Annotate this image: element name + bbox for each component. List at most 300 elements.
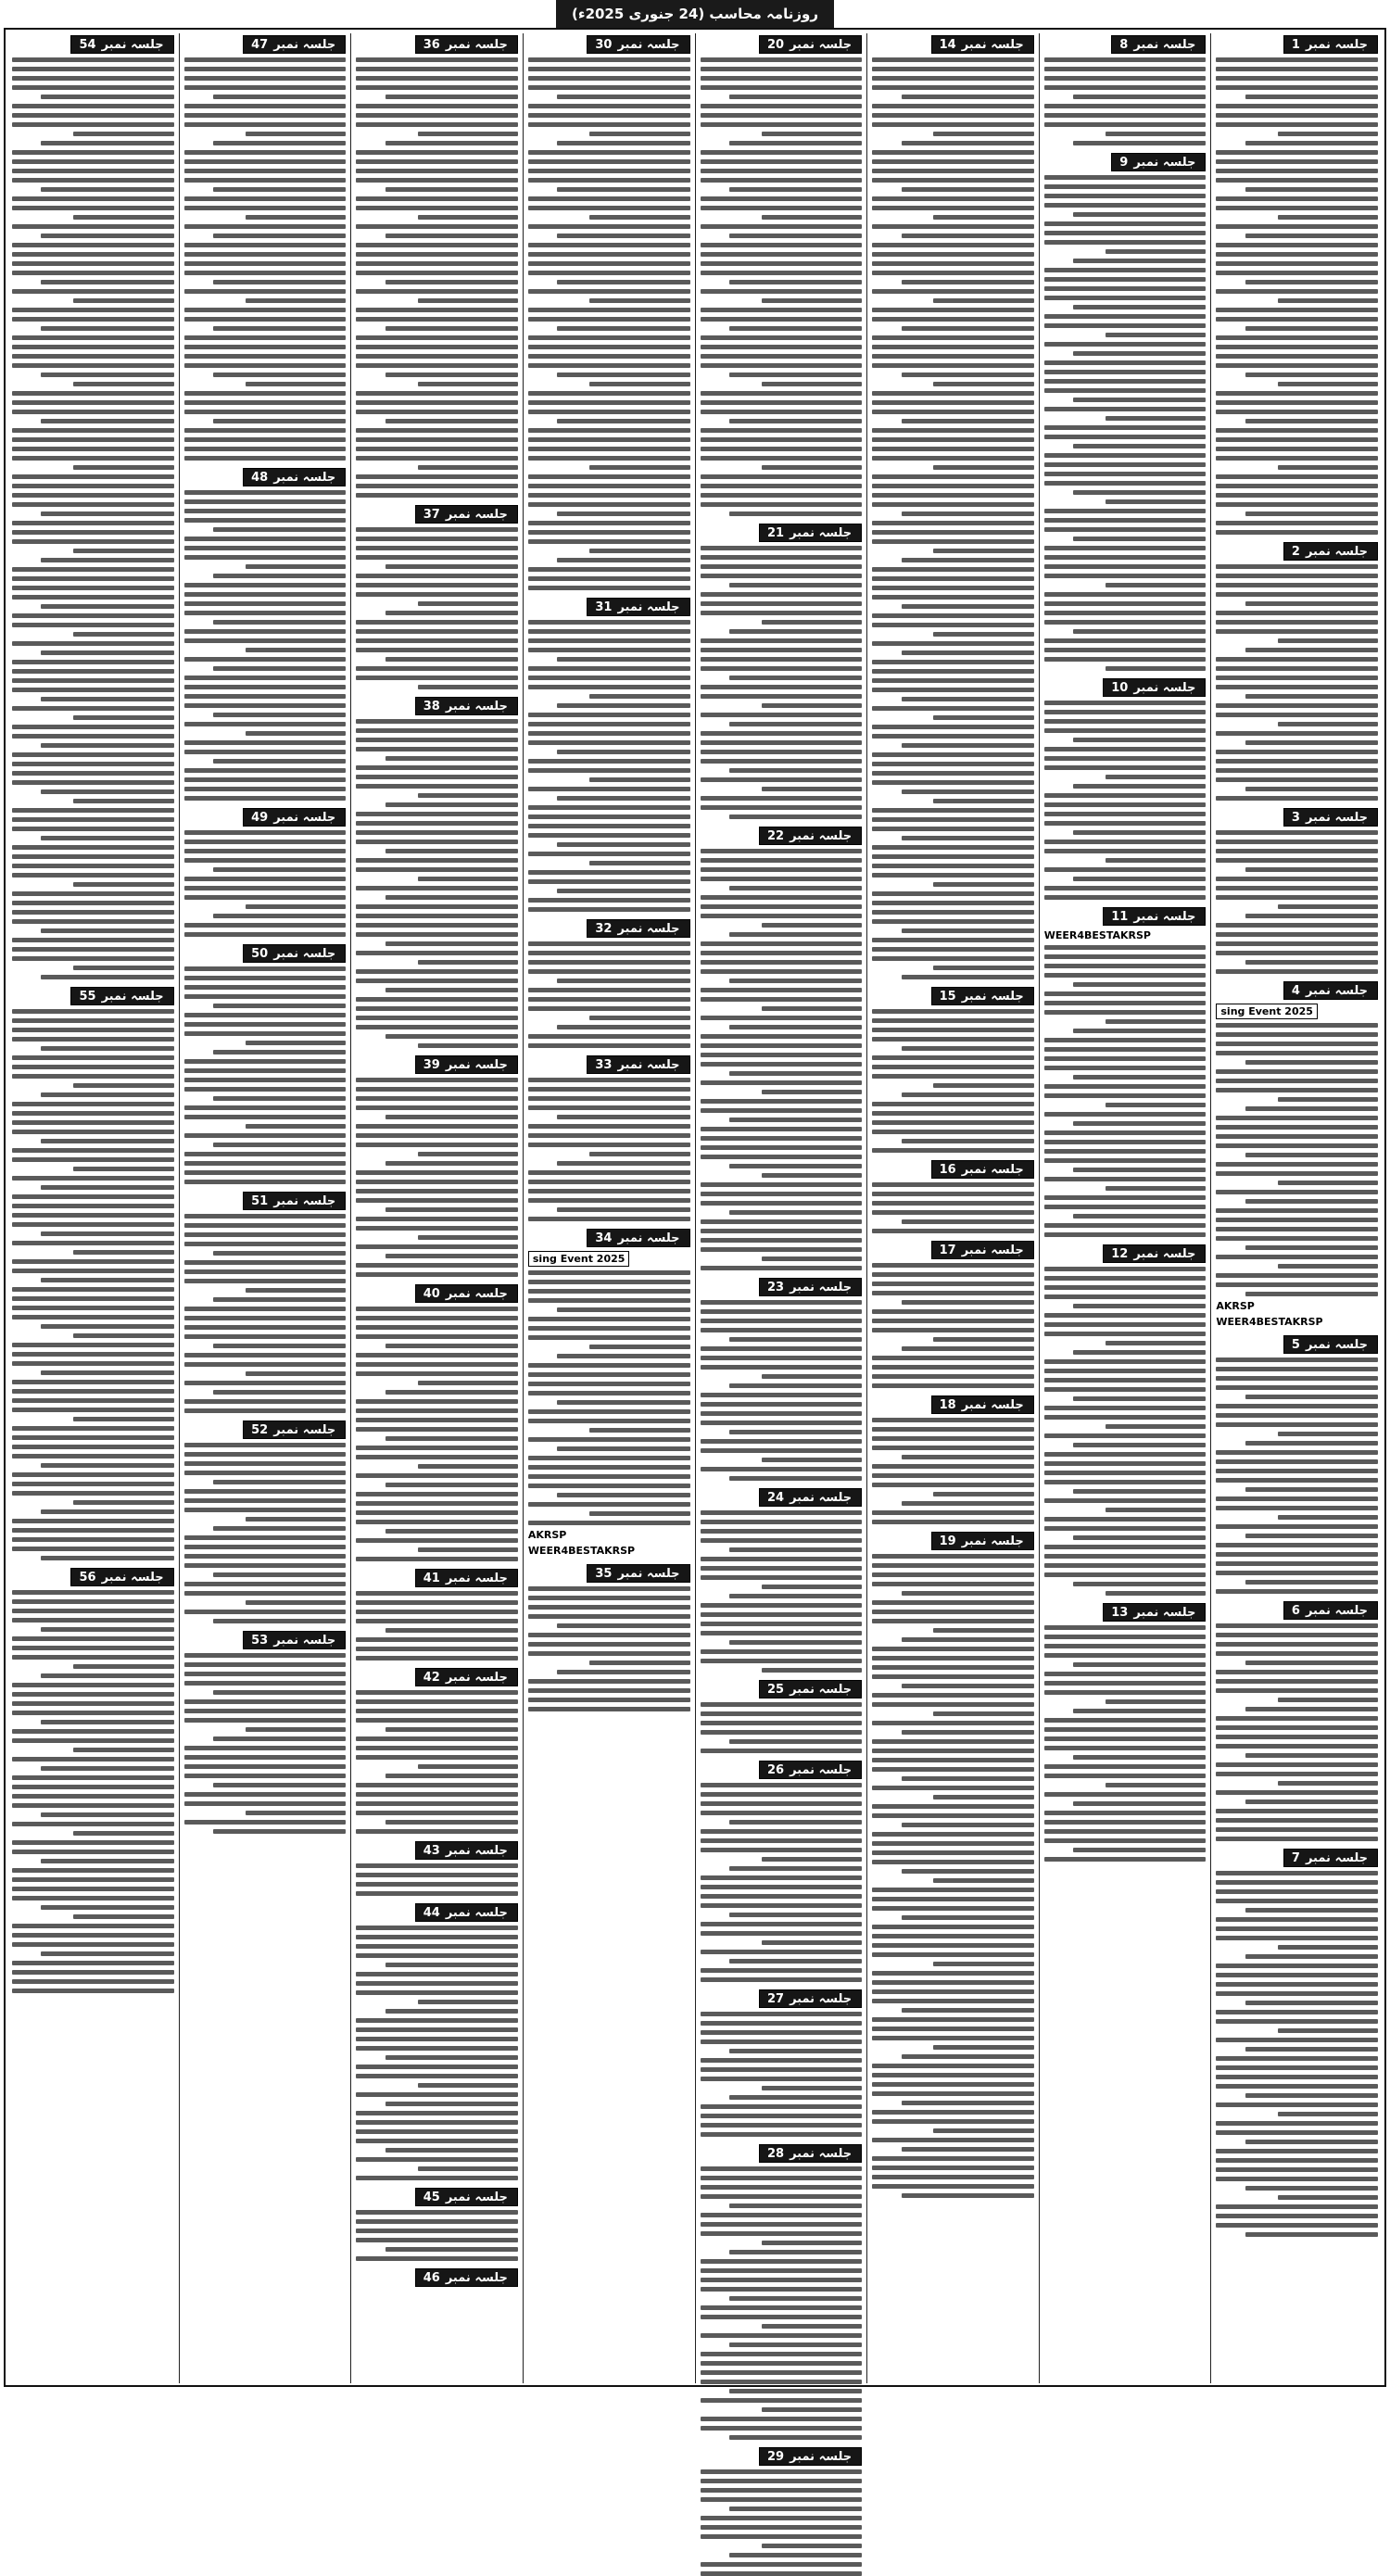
text-line <box>1245 511 1378 516</box>
text-line <box>1216 1404 1378 1408</box>
text-line <box>762 2241 862 2245</box>
text-line <box>872 734 1034 739</box>
text-line <box>729 886 862 890</box>
text-line <box>872 2166 1034 2170</box>
text-line <box>1216 657 1378 662</box>
item-number: 4 <box>1291 983 1300 998</box>
text-line <box>184 1662 347 1667</box>
text-line <box>184 1820 347 1825</box>
text-line <box>872 947 1034 952</box>
text-line <box>872 252 1034 257</box>
text-line <box>184 976 347 980</box>
text-line <box>1216 1413 1378 1418</box>
text-line <box>528 1280 690 1284</box>
item-label-prefix: جلسہ نمبر <box>273 810 336 825</box>
item-label-prefix: جلسہ نمبر <box>445 2270 508 2285</box>
text-line <box>41 141 173 145</box>
text-line <box>356 354 518 359</box>
text-line <box>528 1198 690 1203</box>
text-line <box>12 261 174 266</box>
text-line <box>528 787 690 791</box>
item-number-label <box>243 1631 346 1649</box>
text-line <box>1216 391 1378 396</box>
text-line <box>184 1170 347 1175</box>
text-line <box>12 1590 174 1595</box>
weer-tag: WEER4BESTAKRSP <box>1043 929 1151 941</box>
text-line <box>872 335 1034 340</box>
text-line <box>184 57 347 62</box>
text-line <box>12 1241 174 1245</box>
text-line <box>184 391 347 396</box>
text-line <box>12 808 174 813</box>
text-line <box>356 317 518 322</box>
text-line <box>12 567 174 572</box>
text-line <box>1245 1292 1378 1296</box>
text-line <box>762 703 862 708</box>
text-line <box>729 1739 862 1744</box>
text-line <box>184 1242 347 1246</box>
text-line <box>184 1399 347 1404</box>
item-block <box>528 1227 690 1557</box>
text-line <box>762 1090 862 1094</box>
text-line <box>701 1145 863 1150</box>
text-line <box>1216 1982 1378 1987</box>
text-line <box>12 1361 174 1366</box>
text-line <box>762 923 862 928</box>
text-line <box>12 669 174 674</box>
text-line <box>701 2231 863 2236</box>
text-line <box>1044 1177 1207 1181</box>
text-line <box>701 2194 863 2199</box>
text-line <box>1216 2102 1378 2107</box>
text-line <box>528 960 690 965</box>
text-line <box>528 731 690 736</box>
text-line <box>701 2469 863 2474</box>
text-line <box>701 2213 863 2217</box>
text-line <box>729 280 862 284</box>
text-line <box>184 583 347 587</box>
text-line <box>1245 1153 1378 1157</box>
text-line <box>933 966 1033 970</box>
text-line <box>41 280 173 284</box>
text-line <box>1216 530 1378 535</box>
item-number-label <box>243 468 346 486</box>
text-line <box>1278 1097 1378 1102</box>
text-line <box>528 1034 690 1039</box>
text-line <box>12 910 174 915</box>
item-number-label <box>587 1055 689 1074</box>
text-line <box>213 419 346 423</box>
text-line <box>729 1430 862 1434</box>
text-line <box>872 1130 1034 1134</box>
item-block <box>1044 1243 1207 1596</box>
text-line <box>528 410 690 414</box>
text-line <box>246 904 346 909</box>
text-line <box>701 2176 863 2180</box>
text-line <box>762 1668 862 1673</box>
text-line <box>1245 373 1378 377</box>
text-line <box>1216 713 1378 717</box>
text-line <box>872 1111 1034 1116</box>
text-line <box>1044 1572 1207 1577</box>
text-line <box>356 1829 518 1834</box>
text-line <box>12 1785 174 1789</box>
text-line <box>1106 775 1206 779</box>
item-label-prefix: جلسہ نمبر <box>617 37 680 52</box>
text-line <box>1044 203 1207 208</box>
text-line <box>701 104 863 108</box>
text-line <box>12 493 174 498</box>
item-block <box>872 1394 1034 1524</box>
text-line <box>213 1572 346 1577</box>
item-label-prefix: جلسہ نمبر <box>445 507 508 522</box>
text-line <box>1216 1116 1378 1120</box>
text-line <box>1216 1926 1378 1931</box>
text-line <box>762 1940 862 1945</box>
text-line <box>528 740 690 745</box>
text-line <box>1216 2214 1378 2218</box>
item-number-label <box>415 2188 518 2206</box>
text-line <box>872 1786 1034 1790</box>
text-line <box>1216 666 1378 671</box>
text-line <box>872 1943 1034 1948</box>
text-line <box>12 178 174 183</box>
text-line <box>356 1709 518 1713</box>
text-line <box>184 67 347 71</box>
text-line <box>73 1831 173 1836</box>
item-number: 6 <box>1291 1603 1300 1618</box>
item-text <box>1216 830 1378 974</box>
item-label-prefix: جلسہ نمبر <box>445 1057 508 1072</box>
text-line <box>12 613 174 618</box>
text-line <box>1044 886 1207 890</box>
text-line <box>73 298 173 303</box>
text-line <box>701 2077 863 2081</box>
text-line <box>1073 629 1206 634</box>
text-line <box>701 122 863 127</box>
text-line <box>762 2086 862 2090</box>
text-line <box>729 373 862 377</box>
text-line <box>184 1443 347 1447</box>
text-line <box>528 852 690 856</box>
item-label-prefix: جلسہ نمبر <box>1305 810 1368 825</box>
text-line <box>1044 1452 1207 1457</box>
text-line <box>701 914 863 918</box>
text-line <box>762 2407 862 2412</box>
text-line <box>872 1009 1034 1014</box>
item-label-prefix: جلسہ نمبر <box>961 1534 1024 1548</box>
text-line <box>356 1610 518 1614</box>
item-block <box>872 1158 1034 1233</box>
text-line <box>184 1774 347 1778</box>
text-line <box>701 2352 863 2356</box>
text-line <box>73 549 173 553</box>
text-line <box>12 1877 174 1882</box>
text-line <box>528 620 690 625</box>
text-line <box>701 1328 863 1332</box>
text-line <box>528 1465 690 1470</box>
text-line <box>729 2507 862 2511</box>
text-line <box>902 95 1034 99</box>
text-line <box>246 1600 346 1605</box>
text-line <box>418 1764 518 1769</box>
text-line <box>701 988 863 992</box>
text-line <box>701 1062 863 1067</box>
text-line <box>385 2148 518 2153</box>
text-line <box>1216 122 1378 127</box>
text-line <box>1044 1406 1207 1410</box>
item-number-label <box>587 1229 689 1247</box>
text-line <box>1216 1125 1378 1130</box>
text-line <box>12 1102 174 1106</box>
item-block <box>184 466 347 801</box>
text-line <box>1216 1716 1378 1721</box>
text-line <box>701 951 863 955</box>
text-line <box>872 1999 1034 2003</box>
text-line <box>41 1509 173 1514</box>
text-line <box>12 530 174 535</box>
text-line <box>12 938 174 942</box>
text-line <box>1216 1134 1378 1139</box>
text-line <box>12 1683 174 1687</box>
item-block <box>872 1239 1034 1388</box>
item-number-label <box>1283 808 1378 827</box>
text-line <box>1216 1385 1378 1390</box>
text-line <box>356 1492 518 1496</box>
text-line <box>701 759 863 764</box>
text-line <box>1216 410 1378 414</box>
text-line <box>902 141 1034 145</box>
item-text <box>528 1078 690 1221</box>
text-line <box>356 1371 518 1376</box>
text-line <box>12 159 174 164</box>
item-label-prefix: جلسہ نمبر <box>790 2449 853 2464</box>
text-line <box>933 382 1033 386</box>
text-line <box>701 2398 863 2403</box>
text-line <box>729 583 862 587</box>
item-label-prefix: جلسہ نمبر <box>790 1490 853 1505</box>
text-line <box>356 1783 518 1787</box>
text-line <box>1216 2010 1378 2014</box>
text-line <box>1245 1534 1378 1538</box>
item-block <box>184 942 347 1184</box>
text-line <box>356 738 518 742</box>
text-line <box>872 1464 1034 1469</box>
text-line <box>872 1554 1034 1559</box>
text-line <box>1216 437 1378 442</box>
masthead-date: روزنامہ محاسب (24 جنوری 2025ء) <box>556 0 834 28</box>
text-line <box>1073 1755 1206 1760</box>
text-line <box>528 907 690 912</box>
text-line <box>1216 1651 1378 1656</box>
text-line <box>902 1684 1034 1688</box>
text-line <box>356 1226 518 1231</box>
text-line <box>12 864 174 868</box>
item-text <box>184 830 347 937</box>
text-line <box>1044 601 1207 606</box>
text-line <box>589 1016 689 1020</box>
text-line <box>356 765 518 770</box>
text-line <box>933 2045 1033 2050</box>
text-line <box>872 2138 1034 2142</box>
text-line <box>902 1300 1034 1305</box>
text-line <box>872 2110 1034 2115</box>
item-number-label <box>415 1284 518 1303</box>
text-line <box>872 1674 1034 1679</box>
text-line <box>184 261 347 266</box>
text-line <box>872 1473 1034 1478</box>
text-line <box>872 1065 1034 1069</box>
text-line <box>356 57 518 62</box>
item-number: 9 <box>1119 155 1129 170</box>
text-line <box>1245 1580 1378 1585</box>
text-line <box>12 956 174 961</box>
item-number-label <box>1283 35 1378 54</box>
text-line <box>12 1037 174 1042</box>
text-line <box>1278 1781 1378 1786</box>
text-line <box>356 178 518 183</box>
text-line <box>12 1491 174 1496</box>
text-line <box>1044 964 1207 968</box>
text-line <box>1278 1698 1378 1702</box>
text-line <box>356 1557 518 1561</box>
text-line <box>701 2058 863 2063</box>
text-line <box>701 2488 863 2493</box>
text-line <box>356 648 518 652</box>
column-2 <box>1039 33 1211 2383</box>
text-line <box>729 1164 862 1168</box>
text-line <box>213 914 346 918</box>
text-line <box>1216 85 1378 90</box>
text-line <box>12 252 174 257</box>
text-line <box>1216 777 1378 782</box>
text-line <box>356 1656 518 1661</box>
text-line <box>528 67 690 71</box>
text-line <box>184 122 347 127</box>
text-line <box>1044 1093 1207 1098</box>
text-line <box>1216 447 1378 451</box>
text-line <box>356 527 518 532</box>
text-line <box>1216 629 1378 634</box>
text-line <box>701 1247 863 1252</box>
text-line <box>246 1811 346 1815</box>
text-line <box>1216 703 1378 708</box>
text-line <box>184 777 347 782</box>
text-line <box>528 428 690 433</box>
text-line <box>528 437 690 442</box>
item-label-prefix: جلسہ نمبر <box>1133 155 1196 170</box>
text-line <box>1073 537 1206 541</box>
text-line <box>184 1746 347 1750</box>
text-line <box>418 215 518 220</box>
text-line <box>1216 2177 1378 2181</box>
text-line <box>184 206 347 210</box>
text-line <box>1216 206 1378 210</box>
text-line <box>557 657 689 662</box>
text-line <box>356 592 518 597</box>
text-line <box>872 1319 1034 1323</box>
text-line <box>1216 1744 1378 1749</box>
item-number-label <box>1103 907 1206 926</box>
text-line <box>528 261 690 266</box>
item-label-prefix: جلسہ نمبر <box>1305 1337 1368 1352</box>
text-line <box>246 1041 346 1045</box>
text-line <box>184 196 347 201</box>
item-text <box>356 1690 518 1834</box>
text-line <box>12 243 174 247</box>
text-line <box>184 1223 347 1228</box>
text-line <box>528 150 690 155</box>
item-text <box>701 849 863 1270</box>
text-line <box>557 889 689 893</box>
text-line <box>701 1520 863 1524</box>
weer-tag: WEER4BESTAKRSP <box>527 1545 636 1557</box>
text-line <box>872 780 1034 785</box>
text-line <box>41 789 173 794</box>
text-line <box>41 1905 173 1910</box>
text-line <box>1044 1195 1207 1200</box>
text-line <box>12 1055 174 1060</box>
text-line <box>12 224 174 229</box>
text-line <box>701 493 863 498</box>
text-line <box>729 1337 862 1342</box>
text-line <box>902 1455 1034 1459</box>
item-block <box>1216 979 1378 1328</box>
text-line <box>385 95 518 99</box>
text-line <box>1044 546 1207 550</box>
text-line <box>1245 2001 1378 2005</box>
text-line <box>1216 1871 1378 1875</box>
text-line <box>184 1381 347 1385</box>
text-line <box>872 308 1034 312</box>
item-block <box>701 1759 863 1982</box>
text-line <box>1216 830 1378 835</box>
text-line <box>356 1926 518 1930</box>
text-line <box>701 796 863 801</box>
text-line <box>528 345 690 349</box>
text-line <box>528 1180 690 1184</box>
text-line <box>1216 345 1378 349</box>
item-block <box>356 1054 518 1277</box>
text-line <box>356 1325 518 1330</box>
text-line <box>184 1115 347 1119</box>
text-line <box>701 1393 863 1397</box>
text-line <box>12 1868 174 1873</box>
text-line <box>356 1133 518 1138</box>
text-line <box>589 298 689 303</box>
text-line <box>385 234 518 238</box>
text-line <box>762 1458 862 1462</box>
text-line <box>1044 802 1207 807</box>
text-line <box>418 2083 518 2088</box>
item-number: 15 <box>939 989 956 1004</box>
text-line <box>1216 1273 1378 1278</box>
item-number: 13 <box>1111 1605 1129 1620</box>
item-number-label <box>1283 1601 1378 1620</box>
text-line <box>872 1971 1034 1976</box>
text-line <box>1278 722 1378 726</box>
text-line <box>1044 1857 1207 1862</box>
text-line <box>701 2222 863 2227</box>
text-line <box>12 85 174 90</box>
text-line <box>528 988 690 992</box>
text-line <box>1044 175 1207 180</box>
text-line <box>1245 1487 1378 1492</box>
text-line <box>872 1018 1034 1023</box>
item-label-prefix: جلسہ نمبر <box>790 525 853 540</box>
text-line <box>528 447 690 451</box>
text-line <box>1073 1535 1206 1540</box>
